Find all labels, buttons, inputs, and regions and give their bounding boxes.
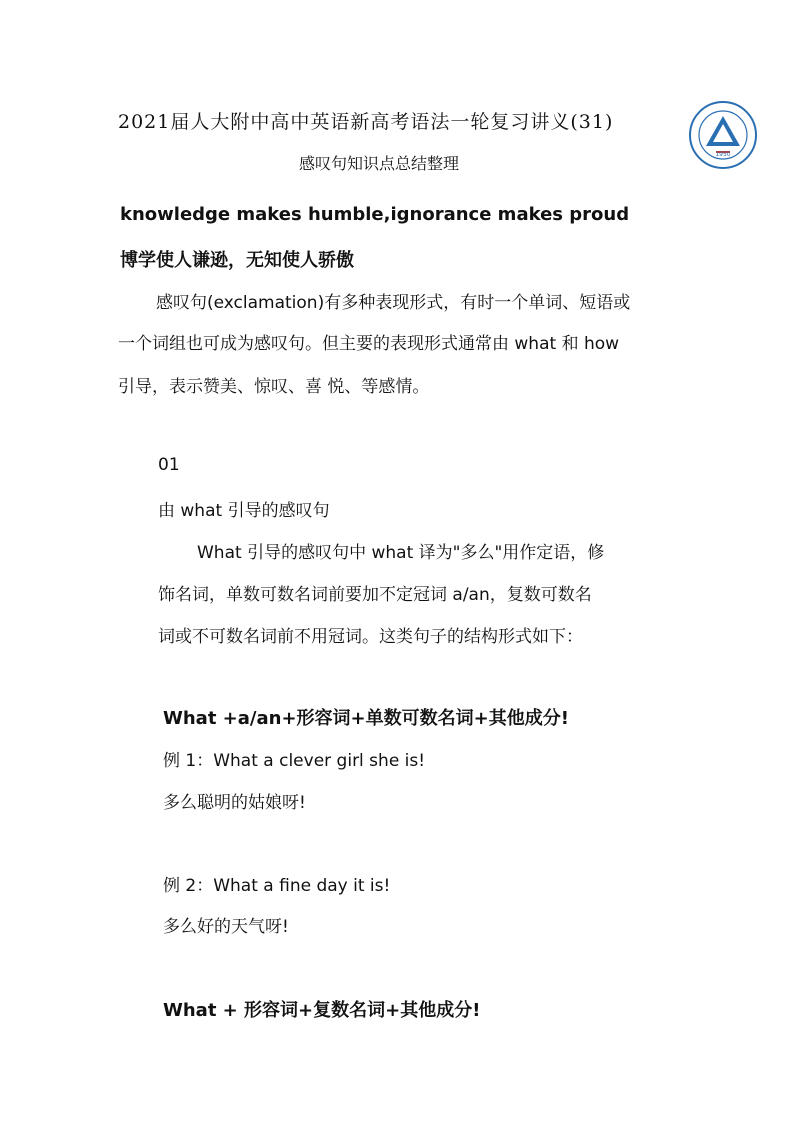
pattern-1-example-1-en: 例 1：What a clever girl she is! — [163, 751, 426, 771]
school-logo-icon — [688, 100, 758, 170]
pattern-1-example-1-zh: 多么聪明的姑娘呀! — [163, 793, 306, 813]
intro-line-2: 一个词组也可成为感叹句。但主要的表现形式通常由 what 和 how — [118, 334, 620, 354]
pattern-2-formula: What + 形容词+复数名词+其他成分! — [163, 1000, 481, 1021]
motto-english: knowledge makes humble,ignorance makes proud — [120, 204, 630, 225]
pattern-1-example-2-en: 例 2：What a fine day it is! — [163, 876, 391, 896]
section-number: 01 — [158, 455, 180, 475]
document-title: 2021届人大附中高中英语新高考语法一轮复习讲义(31) — [118, 111, 614, 133]
section-heading: 由 what 引导的感叹句 — [158, 501, 330, 521]
pattern-1-formula: What +a/an+形容词+单数可数名词+其他成分! — [163, 708, 569, 729]
intro-line-3: 引导，表示赞美、惊叹、喜 悦、等感情。 — [118, 377, 430, 397]
intro-line-1: 感叹句(exclamation)有多种表现形式，有时一个单词、短语或 — [156, 293, 631, 313]
section-para-line-1: What 引导的感叹句中 what 译为"多么"用作定语，修 — [197, 543, 605, 563]
pattern-1-example-2-zh: 多么好的天气呀! — [163, 917, 289, 937]
motto-chinese: 博学使人谦逊，无知使人骄傲 — [120, 250, 354, 271]
section-para-line-2: 饰名词，单数可数名词前要加不定冠词 a/an，复数可数名 — [158, 585, 592, 605]
section-para-line-3: 词或不可数名词前不用冠词。这类句子的结构形式如下： — [158, 627, 583, 647]
logo-year: 1950 — [715, 151, 731, 158]
document-subtitle: 感叹句知识点总结整理 — [299, 154, 460, 173]
